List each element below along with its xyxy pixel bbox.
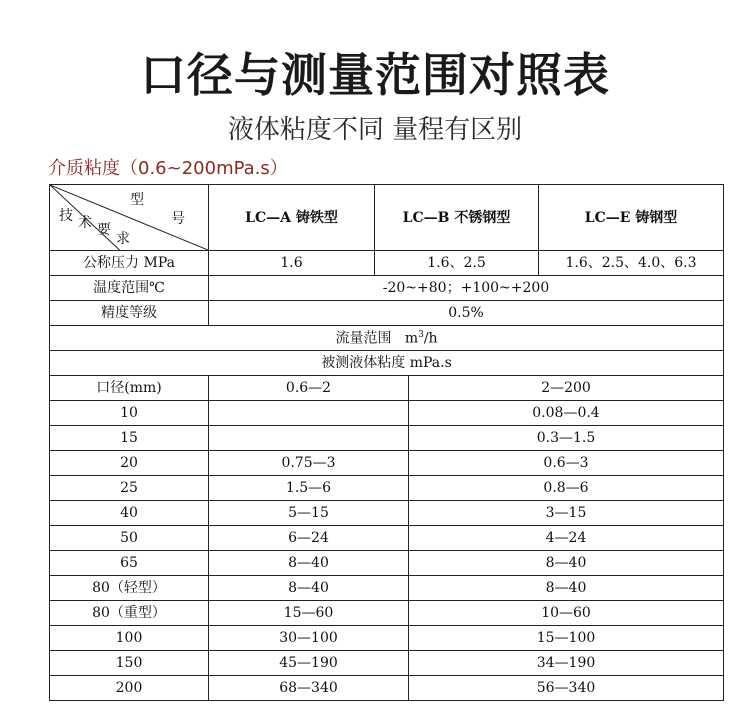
model-header-lc-b: LC—B 不锈钢型 [375,185,539,251]
range-high-cell: 8—40 [409,551,724,576]
range-low-cell: 45—190 [209,651,409,676]
pressure-lc-e: 1.6、2.5、4.0、6.3 [539,251,724,276]
pressure-label: 公称压力 MPa [50,251,209,276]
flow-range-row [50,326,724,351]
table-row [50,551,724,576]
diag-label-hao: 号 [171,211,185,227]
range-high-cell: 0.8—6 [409,476,724,501]
caliber-cell: 200 [50,676,209,701]
flow-range-unit: m [404,330,419,347]
model-header-lc-a: LC—A 铸铁型 [209,185,375,251]
range-high-cell: 56—340 [409,676,724,701]
range-high-cell: 15—100 [409,626,724,651]
table-row [50,626,724,651]
flow-range-header [50,326,724,351]
table-row [50,476,724,501]
range-low-cell: 8—40 [209,551,409,576]
model-header-lc-e: LC—E 铸钢型 [539,185,724,251]
range-high-cell: 34—190 [409,651,724,676]
caliber-cell: 50 [50,526,209,551]
caliber-cell: 80（轻型） [50,576,209,601]
accuracy-row [50,301,724,326]
accuracy-label: 精度等级 [50,301,209,326]
table-row [50,676,724,701]
caliber-cell: 25 [50,476,209,501]
flow-range-unit-tail: /h [423,330,438,347]
table-row [50,651,724,676]
diag-label-ji: 技 [59,208,73,224]
temperature-value: -20~+80；+100~+200 [209,276,724,301]
pressure-row [50,251,724,276]
caliber-cell: 10 [50,401,209,426]
range-high-cell: 0.6—3 [409,451,724,476]
accuracy-value: 0.5% [209,301,724,326]
caliber-cell: 20 [50,451,209,476]
diag-label-xing: 型 [130,192,144,208]
range-high-column-header: 2—200 [409,376,724,401]
table-row [50,451,724,476]
header-row [50,185,724,251]
pressure-lc-b: 1.6、2.5 [375,251,539,276]
range-low-cell: 68—340 [209,676,409,701]
range-low-cell: 30—100 [209,626,409,651]
range-low-cell: 1.5—6 [209,476,409,501]
page-title: 口径与测量范围对照表 [140,48,610,102]
table-row [50,526,724,551]
range-low-cell: 5—15 [209,501,409,526]
range-low-column-header: 0.6—2 [209,376,409,401]
range-low-cell: 6—24 [209,526,409,551]
viscosity-row [50,351,724,376]
flow-range-unit-sup: 3 [418,329,424,340]
caliber-cell: 40 [50,501,209,526]
diag-label-qiu: 求 [116,231,130,247]
table-row [50,401,724,426]
caliber-cell: 100 [50,626,209,651]
range-body [50,401,724,701]
range-low-cell [209,401,409,426]
caliber-cell: 65 [50,551,209,576]
temperature-row [50,276,724,301]
range-low-cell: 8—40 [209,576,409,601]
caliber-cell: 80（重型） [50,601,209,626]
caliber-column-header: 口径(mm) [50,376,209,401]
caliber-cell: 15 [50,426,209,451]
range-low-cell: 15—60 [209,601,409,626]
range-high-cell: 0.3—1.5 [409,426,724,451]
table-row [50,601,724,626]
range-low-cell: 0.75—3 [209,451,409,476]
range-low-cell [209,426,409,451]
range-high-cell: 10—60 [409,601,724,626]
range-high-cell: 0.08—0.4 [409,401,724,426]
diagonal-header-cell [50,185,209,251]
table-row [50,576,724,601]
flow-range-label: 流量范围 [335,330,392,347]
medium-viscosity-label: 介质粘度（0.6~200mPa.s） [48,158,288,179]
range-column-header-row [50,376,724,401]
page-subtitle: 液体粘度不同 量程有区别 [227,115,523,145]
temperature-label: 温度范围℃ [50,276,209,301]
range-high-cell: 3—15 [409,501,724,526]
range-table [49,184,724,701]
caliber-cell: 150 [50,651,209,676]
range-high-cell: 8—40 [409,576,724,601]
diag-label-shu: 术 [78,215,92,231]
pressure-lc-a: 1.6 [209,251,375,276]
diag-label-yao: 要 [97,222,111,238]
viscosity-header: 被测液体粘度 mPa.s [50,351,724,376]
range-high-cell: 4—24 [409,526,724,551]
table-row [50,501,724,526]
table-row [50,426,724,451]
